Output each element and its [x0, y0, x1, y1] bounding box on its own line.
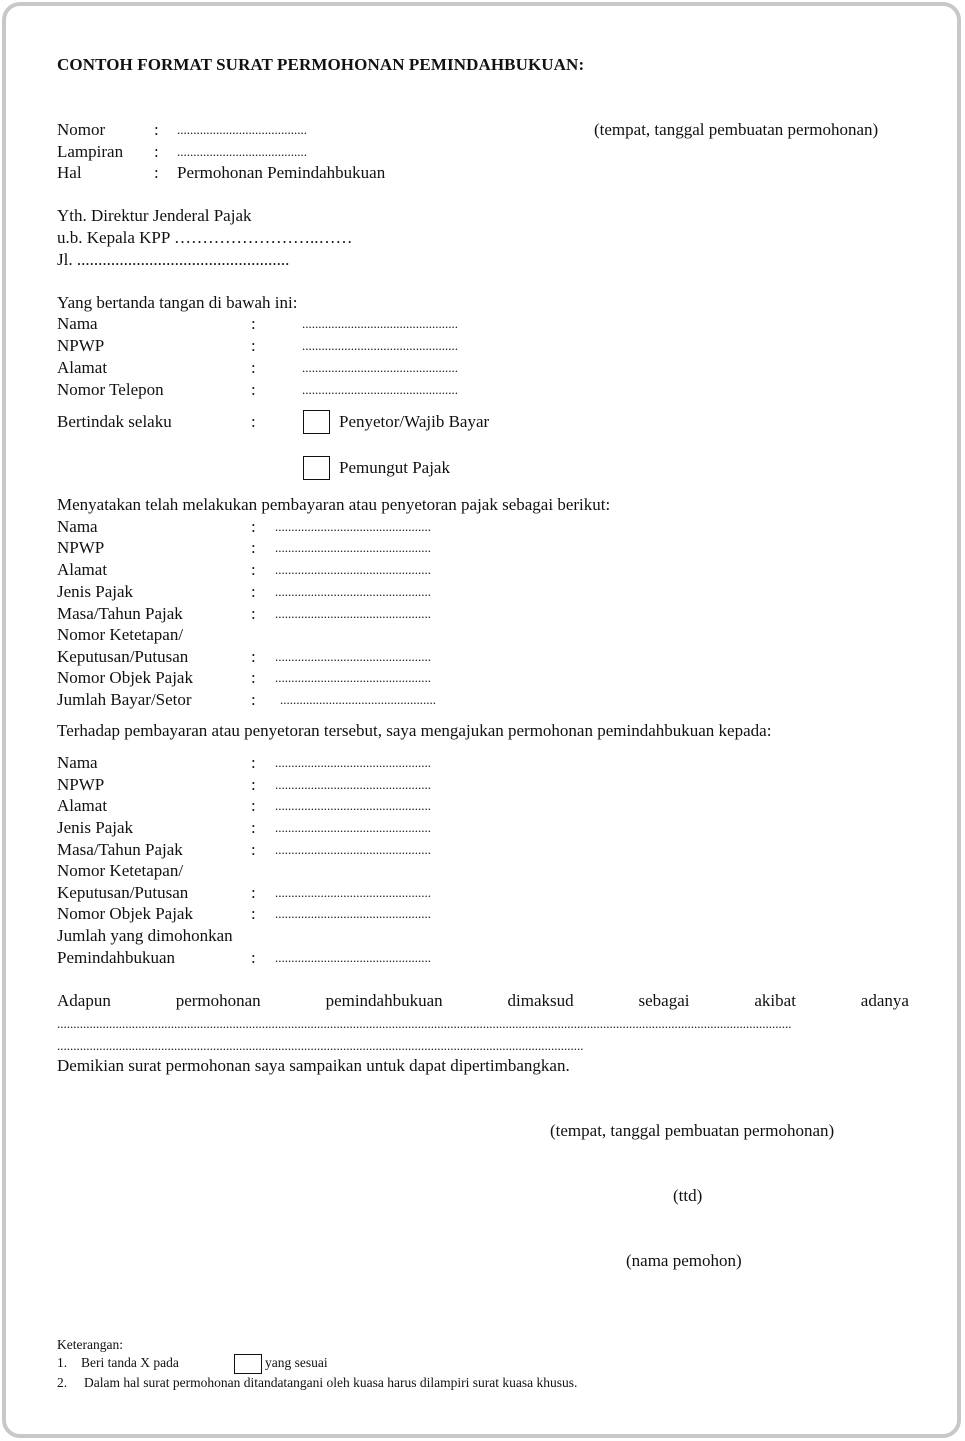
field-payment-jenis-pajak[interactable]: ................................................: [275, 584, 431, 599]
label-bertindak-selaku: Bertindak selaku: [57, 412, 172, 431]
field-transfer-masa-tahun[interactable]: ................................................: [275, 842, 431, 857]
label-nama: Nama: [57, 517, 98, 536]
closing-statement: Demikian surat permohonan saya sampaikan untuk dapat dipertimbangkan.: [57, 1056, 570, 1075]
colon: :: [251, 604, 256, 623]
reason-word: akibat: [754, 991, 796, 1010]
applicant-intro: Yang bertanda tangan di bawah ini:: [57, 293, 298, 312]
colon: :: [251, 412, 256, 431]
note-2-number: 2.: [57, 1375, 68, 1390]
reason-word: Adapun: [57, 991, 111, 1010]
colon: :: [251, 904, 256, 923]
reason-word: dimaksud: [507, 991, 574, 1010]
document-title: CONTOH FORMAT SURAT PERMOHONAN PEMINDAHBUKUAN:: [57, 55, 585, 74]
addressee-line1: Yth. Direktur Jenderal Pajak: [57, 206, 252, 225]
field-transfer-npwp[interactable]: ................................................: [275, 777, 431, 792]
label-alamat: Alamat: [57, 560, 108, 579]
note-2-text: Dalam hal surat permohonan ditandatangani oleh kuasa harus dilampiri surat kuasa khusus.: [84, 1375, 578, 1390]
colon: :: [154, 163, 159, 182]
colon: :: [251, 796, 256, 815]
field-transfer-jenis-pajak[interactable]: ................................................: [275, 820, 431, 835]
field-transfer-nama[interactable]: ................................................: [275, 755, 431, 770]
field-transfer-ketetapan[interactable]: ................................................: [275, 885, 431, 900]
checkbox-penyetor[interactable]: [303, 410, 330, 434]
colon: :: [251, 358, 256, 377]
colon: :: [251, 668, 256, 687]
colon: :: [251, 883, 256, 902]
label-jenis-pajak: Jenis Pajak: [57, 818, 134, 837]
field-applicant-telepon[interactable]: ................................................: [302, 382, 458, 397]
field-applicant-alamat[interactable]: ................................................: [302, 360, 458, 375]
label-keputusan-putusan: Keputusan/Putusan: [57, 883, 189, 902]
label-jumlah-bayar-setor: Jumlah Bayar/Setor: [57, 690, 192, 709]
note-1-text-pre: Beri tanda X pada: [81, 1355, 179, 1370]
label-alamat: Alamat: [57, 796, 108, 815]
place-date-top: (tempat, tanggal pembuatan permohonan): [594, 120, 879, 139]
label-nomor-ketetapan: Nomor Ketetapan/: [57, 625, 184, 644]
label-jenis-pajak: Jenis Pajak: [57, 582, 134, 601]
colon: :: [251, 380, 256, 399]
colon: :: [251, 948, 256, 967]
reason-word: adanya: [860, 991, 909, 1010]
field-transfer-alamat[interactable]: ................................................: [275, 798, 431, 813]
colon: :: [251, 314, 256, 333]
field-transfer-jumlah[interactable]: ................................................: [275, 950, 431, 965]
label-nomor-objek-pajak: Nomor Objek Pajak: [57, 668, 193, 687]
payment-intro: Menyatakan telah melakukan pembayaran atau penyetoran pajak sebagai berikut:: [57, 495, 611, 514]
label-keputusan-putusan: Keputusan/Putusan: [57, 647, 189, 666]
label-nomor-telepon: Nomor Telepon: [57, 380, 164, 399]
colon: :: [154, 120, 159, 139]
colon: :: [251, 560, 256, 579]
transfer-intro: Terhadap pembayaran atau penyetoran tersebut, saya mengajukan permohonan pemindahbukuan kepada:: [57, 721, 772, 740]
label-nomor: Nomor: [57, 120, 106, 139]
addressee-line2: u.b. Kepala KPP ……………………..……: [57, 228, 353, 247]
reason-field-line2[interactable]: ..................................................................................................................................................................: [57, 1038, 584, 1053]
reason-word: pemindahbukuan: [325, 991, 443, 1010]
notes-heading: Keterangan:: [57, 1337, 123, 1352]
option-pemungut-label: Pemungut Pajak: [339, 458, 450, 477]
reason-field-line1[interactable]: ..................................................................................................................................................................................................................................: [57, 1016, 792, 1031]
reason-word: sebagai: [638, 991, 690, 1010]
label-masa-tahun-pajak: Masa/Tahun Pajak: [57, 840, 183, 859]
label-masa-tahun-pajak: Masa/Tahun Pajak: [57, 604, 183, 623]
note-checkbox-icon: [234, 1354, 262, 1374]
label-npwp: NPWP: [57, 775, 105, 794]
colon: :: [251, 538, 256, 557]
field-payment-masa-tahun[interactable]: ................................................: [275, 606, 431, 621]
colon: :: [251, 582, 256, 601]
label-nama: Nama: [57, 314, 98, 333]
reason-word: permohonan: [175, 991, 261, 1010]
option-penyetor-label: Penyetor/Wajib Bayar: [339, 412, 490, 431]
colon: :: [251, 336, 256, 355]
label-alamat: Alamat: [57, 358, 108, 377]
field-applicant-npwp[interactable]: ................................................: [302, 338, 458, 353]
colon: :: [251, 647, 256, 666]
label-nomor-objek-pajak: Nomor Objek Pajak: [57, 904, 193, 923]
label-jumlah-dimohonkan: Jumlah yang dimohonkan: [57, 926, 233, 945]
reason-sentence: [57, 990, 909, 1012]
field-transfer-objek-pajak[interactable]: ................................................: [275, 906, 431, 921]
field-nomor[interactable]: ........................................: [177, 122, 307, 137]
checkbox-pemungut[interactable]: [303, 456, 330, 480]
field-payment-nama[interactable]: ................................................: [275, 519, 431, 534]
label-hal: Hal: [57, 163, 82, 182]
addressee-line3: Jl. ..................................................: [57, 250, 290, 269]
field-payment-alamat[interactable]: ................................................: [275, 562, 431, 577]
colon: :: [251, 690, 256, 709]
colon: :: [251, 818, 256, 837]
colon: :: [251, 753, 256, 772]
colon: :: [154, 142, 159, 161]
label-npwp: NPWP: [57, 538, 105, 557]
field-payment-npwp[interactable]: ................................................: [275, 540, 431, 555]
signature-place-date: (tempat, tanggal pembuatan permohonan): [550, 1121, 835, 1140]
label-npwp: NPWP: [57, 336, 105, 355]
colon: :: [251, 517, 256, 536]
label-pemindahbukuan: Pemindahbukuan: [57, 948, 176, 967]
field-lampiran[interactable]: ........................................: [177, 144, 307, 159]
field-payment-jumlah[interactable]: ................................................: [280, 692, 436, 707]
label-lampiran: Lampiran: [57, 142, 124, 161]
colon: :: [251, 775, 256, 794]
note-1-text-post: yang sesuai: [265, 1355, 328, 1370]
field-payment-objek-pajak[interactable]: ................................................: [275, 670, 431, 685]
label-nomor-ketetapan: Nomor Ketetapan/: [57, 861, 184, 880]
colon: :: [251, 840, 256, 859]
field-payment-ketetapan[interactable]: ................................................: [275, 649, 431, 664]
field-applicant-nama[interactable]: ................................................: [302, 316, 458, 331]
field-hal: Permohonan Pemindahbukuan: [177, 163, 386, 182]
signature-name: (nama pemohon): [626, 1251, 742, 1270]
note-1-number: 1.: [57, 1355, 68, 1370]
label-nama: Nama: [57, 753, 98, 772]
signature-ttd: (ttd): [673, 1186, 703, 1205]
